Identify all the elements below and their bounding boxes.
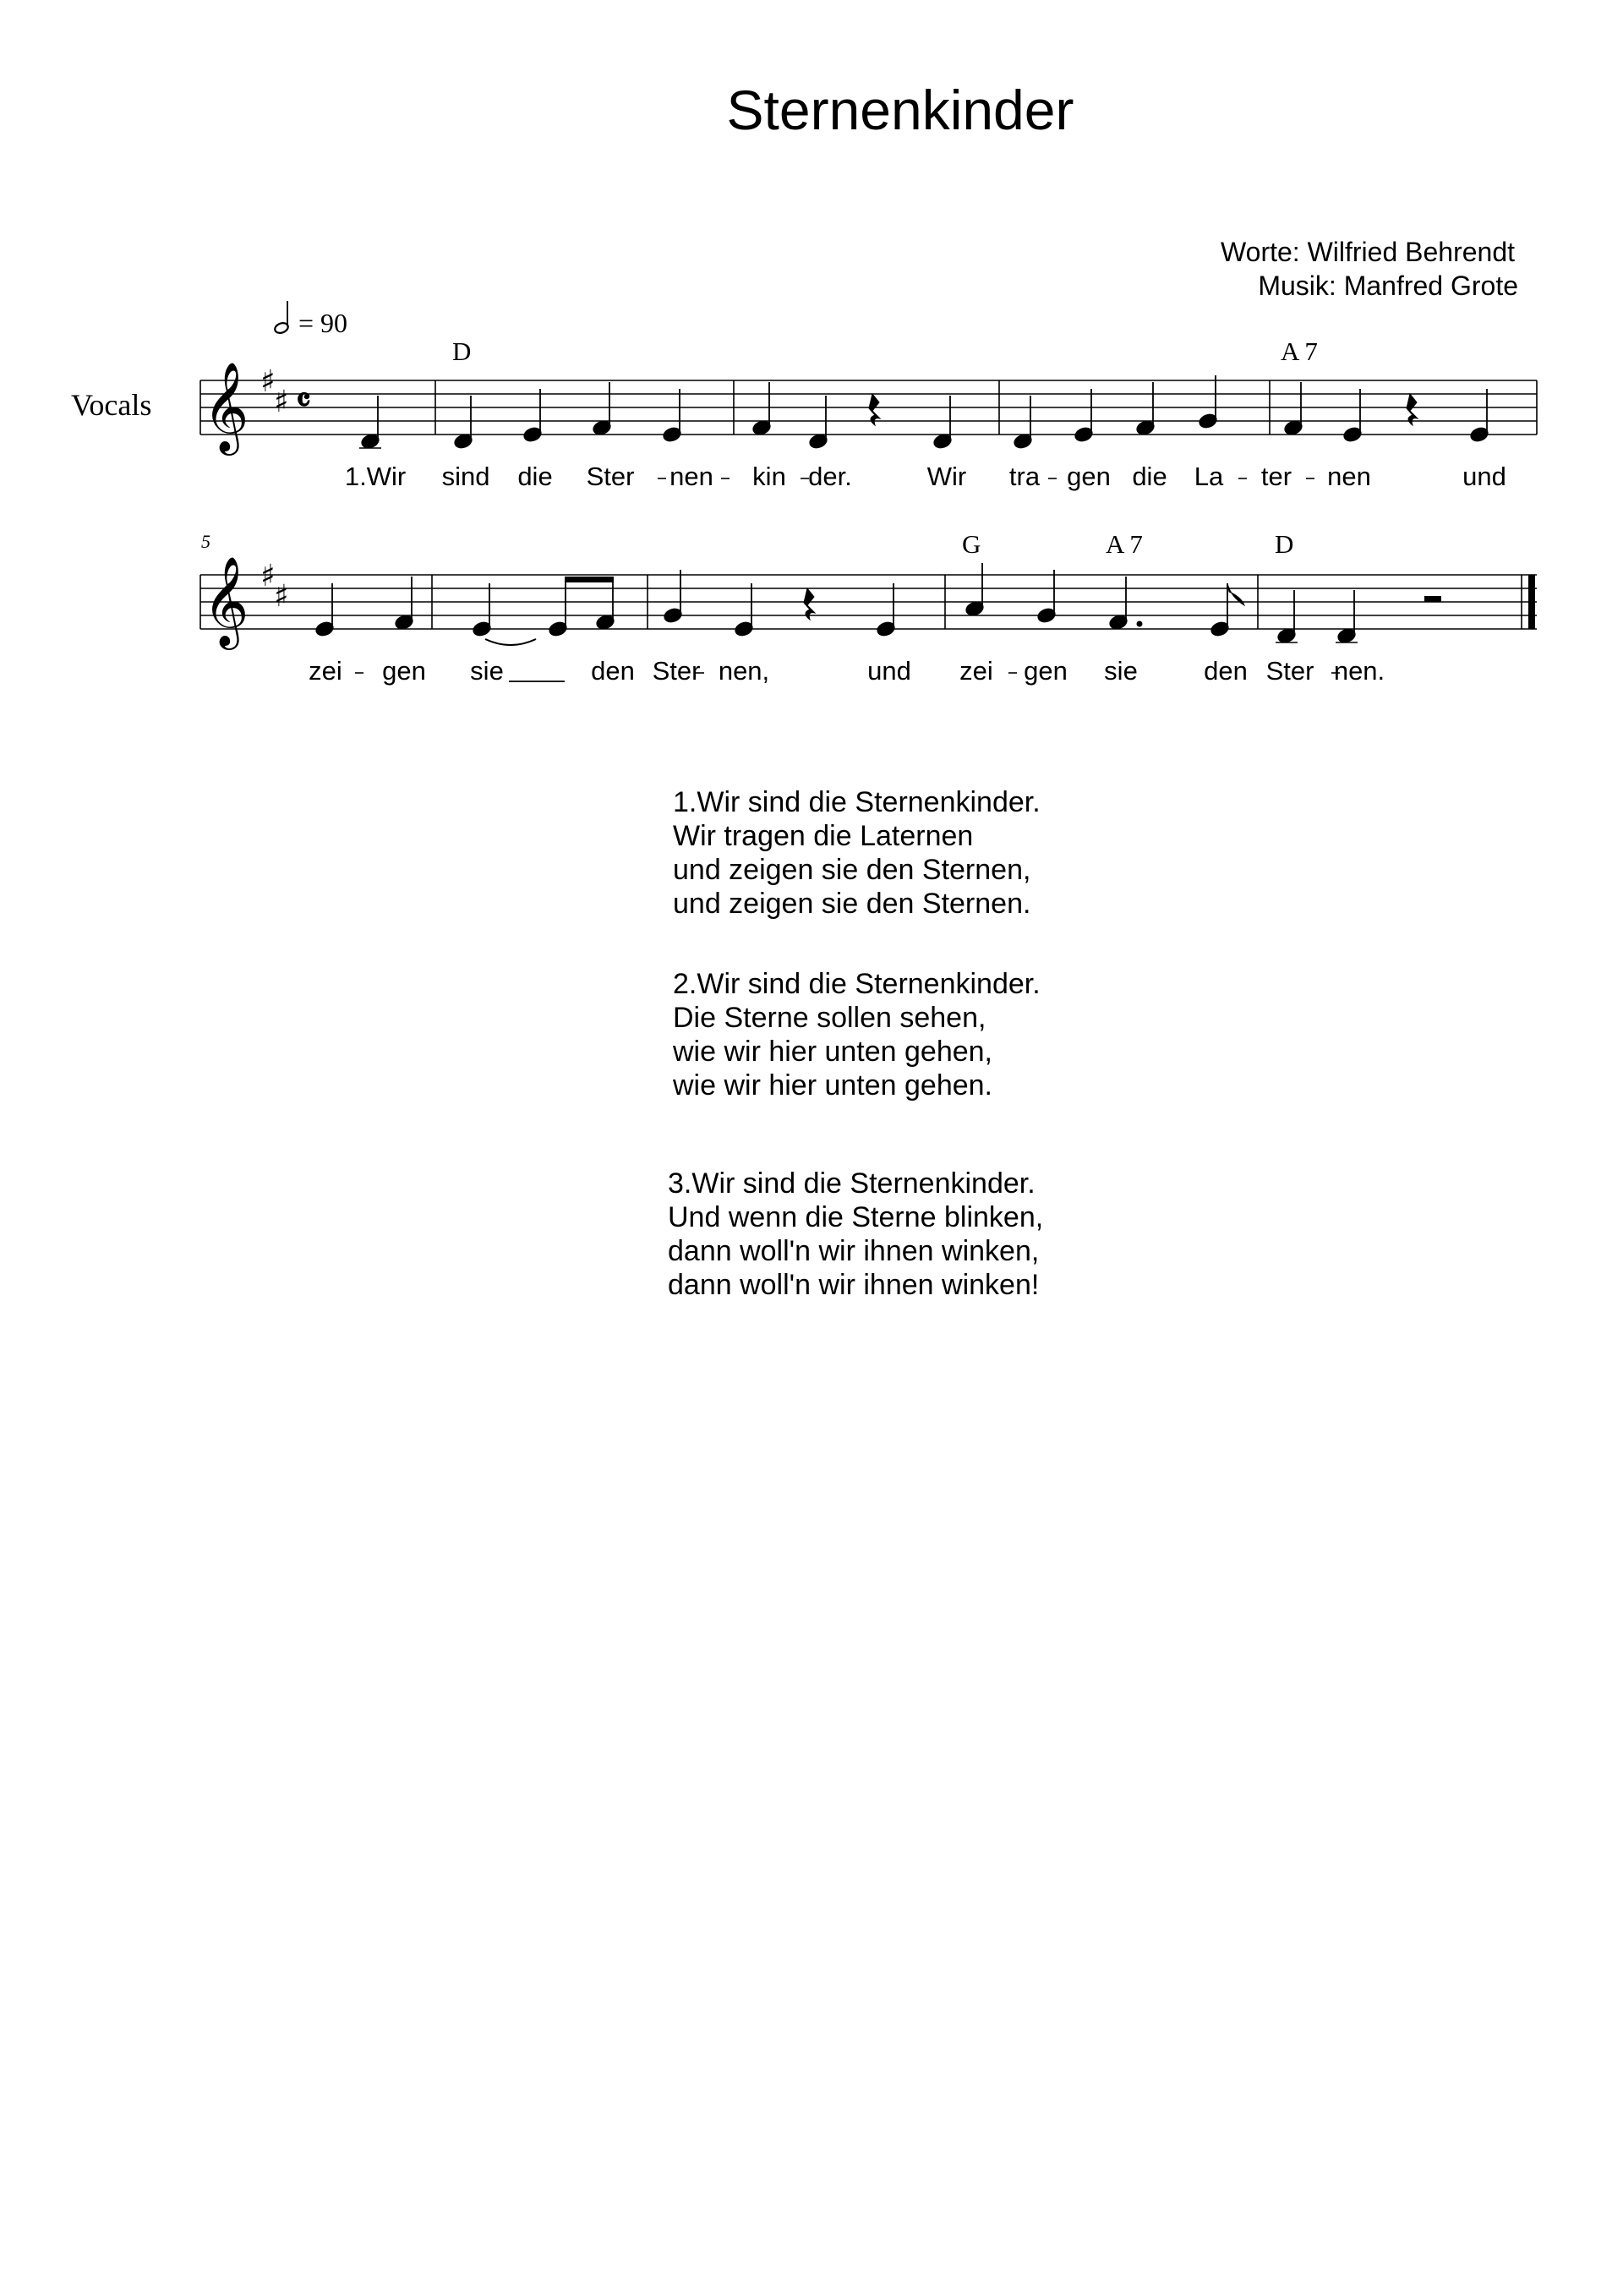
sharp-icon: ♯ [274,579,289,614]
chord-symbol: D [452,336,472,366]
chord-symbol: A 7 [1281,336,1318,366]
tempo-value: = 90 [298,308,348,338]
notes-system-1 [359,375,1489,450]
chord-symbol: A 7 [1106,529,1143,559]
tempo-note-icon [274,301,290,335]
lyric-syllable: zei [309,656,342,686]
instrument-label: Vocals [71,388,152,422]
verse-line: dann woll'n wir ihnen winken, [668,1235,1040,1267]
sharp-icon: ♯ [274,385,289,419]
lyric-syllable: die [517,462,553,491]
composer-credit: Musik: Manfred Grote [1258,271,1518,301]
lyric-syllable: 1.Wir [344,462,407,491]
lyric-syllable: gen [1024,656,1068,686]
lyric-syllable: sie [470,656,504,686]
lyric-syllable: gen [382,656,426,686]
verse-line: 2.Wir sind die Sternenkinder. [673,968,1041,1000]
verse-line: Wir tragen die Laternen [673,820,974,852]
verse-line: wie wir hier unten gehen. [673,1069,993,1102]
lyric-syllable: gen [1067,462,1111,491]
verse-line: wie wir hier unten gehen, [673,1036,993,1068]
verse-line: dann woll'n wir ihnen winken! [668,1269,1040,1301]
verse-line: und zeigen sie den Sternen, [673,854,1031,886]
verse-line: Und wenn die Sterne blinken, [668,1201,1044,1233]
lyricist-credit: Worte: Wilfried Behrendt [1221,237,1515,267]
verse-1 [673,785,1041,921]
lyric-syllable: den [591,656,635,686]
lyric-syllable: sind [441,462,490,491]
treble-clef-icon: 𝄞 [203,361,249,451]
lyric-syllable: kin [752,462,786,491]
lyric-syllable: Ster [1265,656,1314,686]
sharp-icon: ♯ [260,364,276,399]
verse-line: Die Sterne sollen sehen, [673,1002,986,1034]
verse-line: 1.Wir sind die Sternenkinder. [673,786,1041,818]
staff-system-1 [200,380,1537,435]
verse-line: und zeigen sie den Sternen. [673,888,1031,920]
lyric-syllable: La [1194,462,1224,491]
sharp-icon: ♯ [260,559,276,593]
song-title: Sternenkinder [726,79,1074,141]
lyric-syllable: Wir [926,462,967,491]
lyric-syllable: die [1132,462,1167,491]
lyric-syllable: nen, [718,656,770,686]
lyric-syllable: der. [808,462,852,491]
lyric-syllable: nen. [1333,656,1385,686]
lyric-syllable: Ster [652,656,701,686]
lyric-syllable: Ster [586,462,635,491]
lyric-syllable: tra [1008,462,1041,491]
treble-clef-icon: 𝄞 [203,555,249,646]
verse-2 [673,967,1041,1102]
lyric-syllable: sie [1104,656,1138,686]
lyric-syllable: den [1204,656,1248,686]
chord-symbol: G [962,529,981,559]
chord-symbol: D [1275,529,1294,559]
lyric-syllable: und [1462,462,1506,491]
lyric-hyphens [355,478,1340,681]
verse-3 [668,1167,1043,1302]
lyric-syllable: nen [669,462,713,491]
lyric-syllable: nen [1327,462,1371,491]
lyric-syllable: und [867,656,911,686]
verse-line: 3.Wir sind die Sternenkinder. [668,1167,1036,1200]
lyric-syllable: ter [1260,462,1292,491]
measure-number: 5 [201,531,210,552]
common-time-icon: 𝄴 [296,381,311,419]
half-rest-icon [1424,596,1441,602]
lyric-syllable: zei [959,656,993,686]
